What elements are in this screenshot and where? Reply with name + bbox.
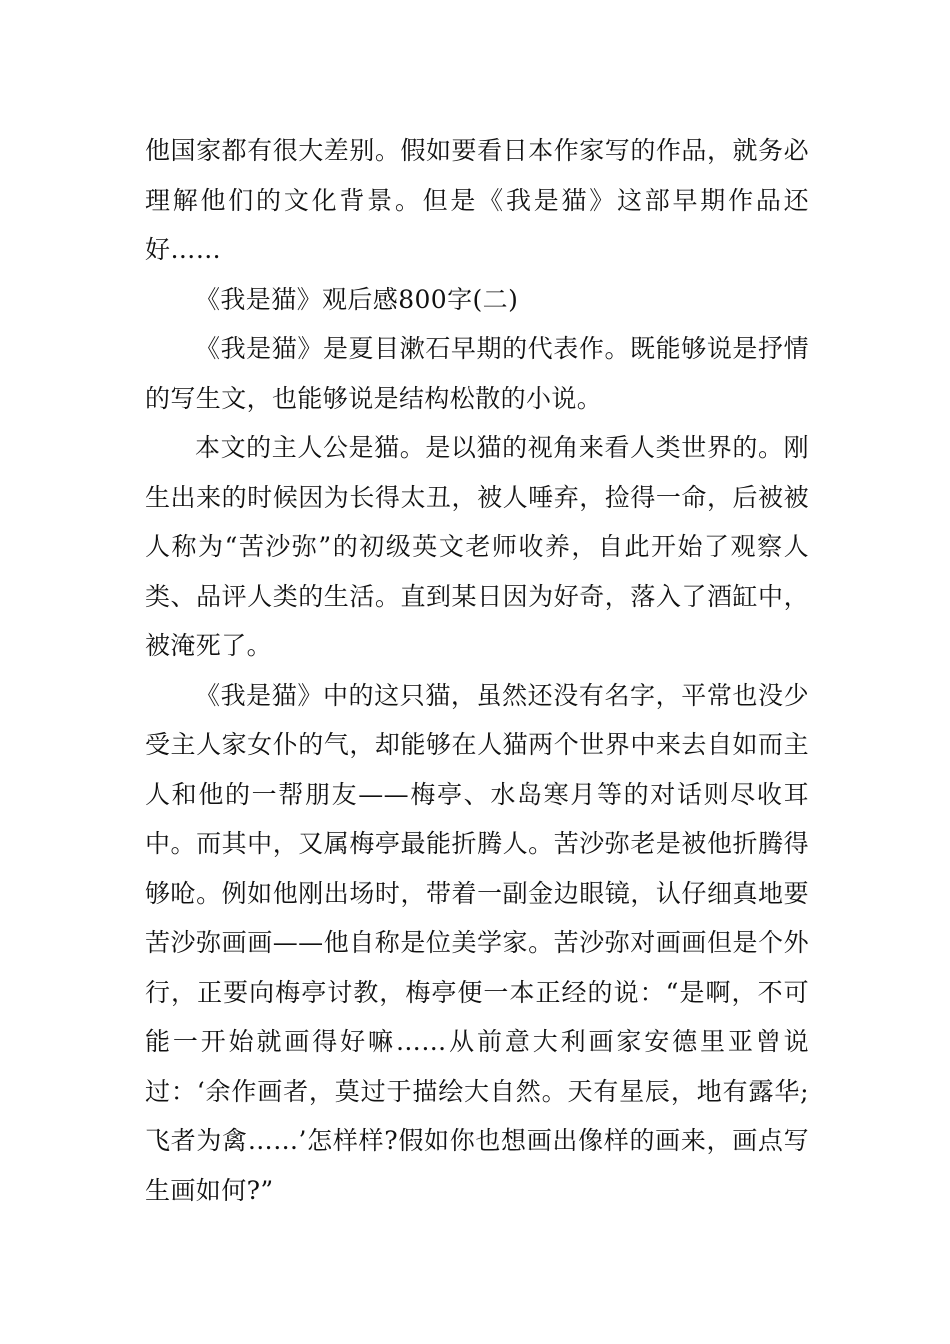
section-heading: 《我是猫》观后感800字(二) xyxy=(195,284,519,314)
paragraph-protagonist: 本文的主人公是猫。是以猫的视角来看人类世界的。刚生出来的时候因为长得太丑，被人唾弃，捡得一命，后被被人称为“苦沙弥”的初级英文老师收养，自此开始了观察人类、品评人类的生活。直到某日因为好奇，落入了酒缸中，被淹死了。 xyxy=(145,433,809,660)
paragraph-meitei: 《我是猫》中的这只猫，虽然还没有名字，平常也没少受主人家女仆的气，却能够在人猫两个世界中来去自如而主人和他的一帮朋友——梅亭、水岛寒月等的对话则尽收耳中。而其中，又属梅亭最能折腾人。苦沙弥老是被他折腾得够呛。例如他刚出场时，带着一副金边眼镜，认仔细真地要苦沙弥画画——他自称是位美学家。苦沙弥对画画但是个外行，正要向梅亭讨教，梅亭便一本正经的说：“是啊，不可能一开始就画得好嘛……从前意大利画家安德里亚曾说过：‘余作画者，莫过于描绘大自然。天有星辰，地有露华;飞者为禽……’怎样样?假如你也想画出像样的画来，画点写生画如何?” xyxy=(145,680,809,1205)
paragraph-intro: 《我是猫》是夏目漱石早期的代表作。既能够说是抒情的写生文，也能够说是结构松散的小说。 xyxy=(145,334,809,413)
document-body xyxy=(145,126,809,1215)
paragraph-continuation: 他国家都有很大差别。假如要看日本作家写的作品，就务必理解他们的文化背景。但是《我是猫》这部早期作品还好…… xyxy=(145,136,809,264)
